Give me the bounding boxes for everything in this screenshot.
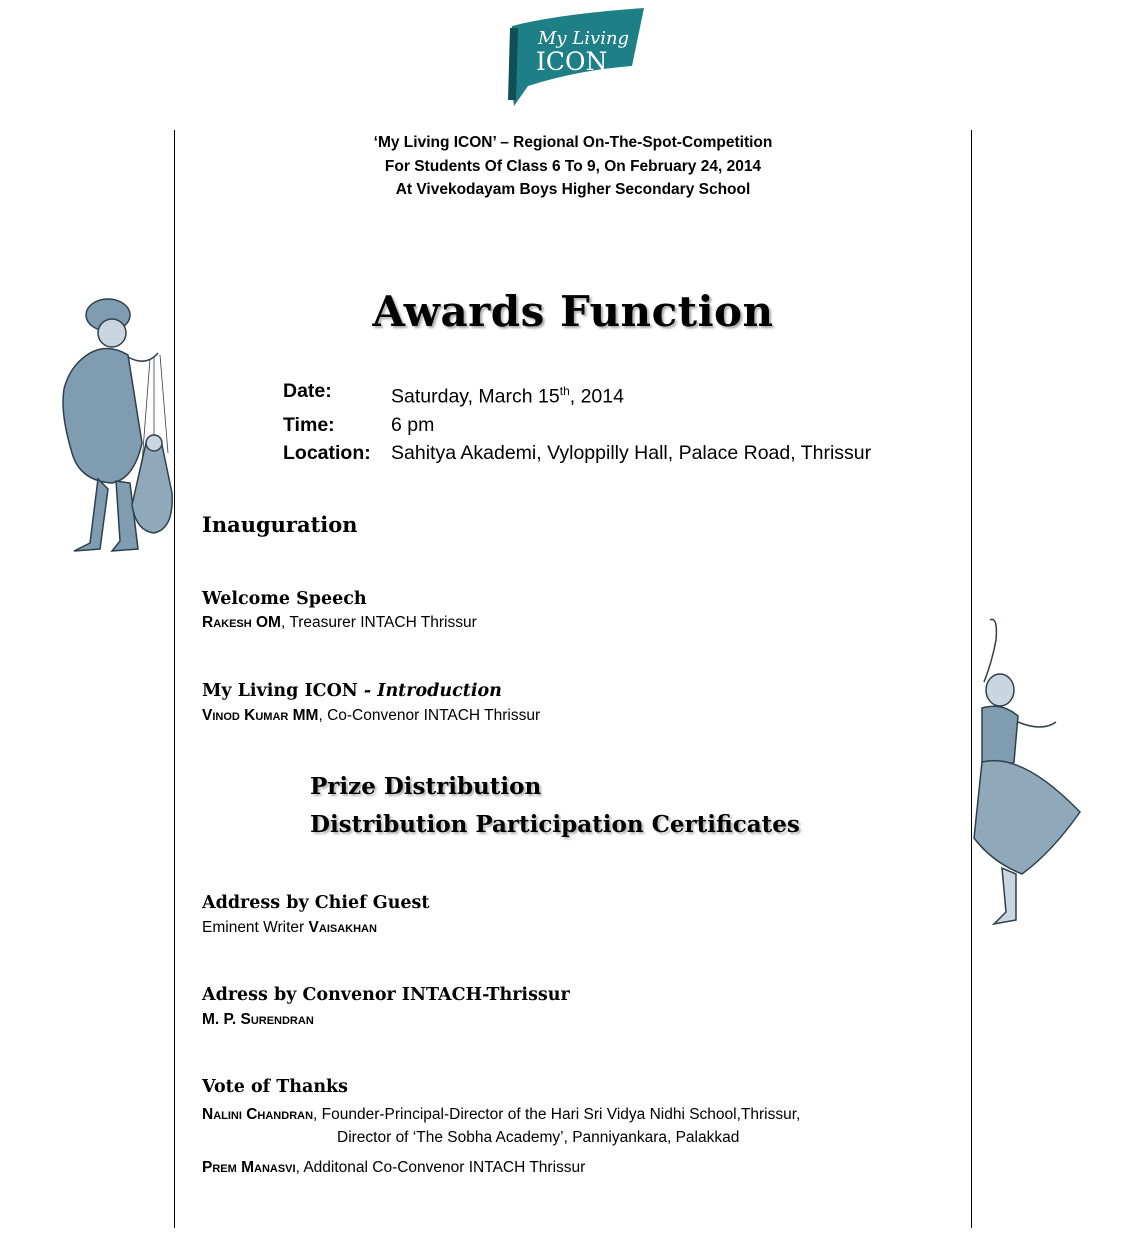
convenor-address-heading: Adress by Convenor INTACH-Thrissur bbox=[202, 985, 570, 1005]
welcome-speech-heading: Welcome Speech bbox=[202, 589, 367, 609]
page-title: Awards Function bbox=[372, 287, 774, 336]
time-value: 6 pm bbox=[391, 413, 435, 436]
convenor-name: M. P. Surendran bbox=[202, 1011, 314, 1028]
dancer-illustration bbox=[972, 612, 1084, 934]
prize-distribution-heading: Prize Distribution bbox=[310, 773, 542, 800]
welcome-speaker: Rakesh OM, Treasurer INTACH Thrissur bbox=[202, 614, 477, 631]
thanks-speaker-2: Prem Manasvi, Additonal Co-Convenor INTACH Thrissur bbox=[202, 1159, 586, 1176]
vote-of-thanks-heading: Vote of Thanks bbox=[202, 1077, 349, 1097]
date-label: Date: bbox=[283, 380, 332, 402]
time-label: Time: bbox=[283, 413, 335, 436]
introduction-speaker: Vinod Kumar MM, Co-Convenor INTACH Thrissur bbox=[202, 707, 541, 724]
event-details bbox=[283, 377, 871, 467]
header-line-3: At Vivekodayam Boys Higher Secondary School bbox=[395, 181, 751, 198]
participation-certificates-heading: Distribution Participation Certificates bbox=[310, 811, 800, 838]
chief-guest-name: Eminent Writer Vaisakhan bbox=[202, 919, 377, 936]
thanks-speaker-1: Nalini Chandran, Founder-Principal-Director of the Hari Sri Vidya Nidhi School,Thrissur, Director of ‘The Sobha Academy’, Panniyankara, Palakkad bbox=[202, 1106, 801, 1146]
location-label: Location: bbox=[283, 441, 371, 464]
logo-line2: ICON bbox=[536, 47, 608, 76]
location-value: Sahitya Akademi, Vyloppilly Hall, Palace Road, Thrissur bbox=[391, 441, 872, 464]
header-line-1: ‘My Living ICON’ – Regional On-The-Spot-Competition bbox=[373, 134, 773, 151]
introduction-heading: My Living ICON - Introduction bbox=[202, 681, 502, 701]
header-line-2: For Students Of Class 6 To 9, On February 24, 2014 bbox=[384, 157, 762, 175]
puppeteer-illustration bbox=[50, 293, 175, 565]
my-living-icon-logo bbox=[498, 8, 648, 106]
chief-guest-heading: Address by Chief Guest bbox=[202, 893, 430, 913]
event-header bbox=[175, 131, 971, 202]
inauguration-heading: Inauguration bbox=[202, 512, 358, 537]
date-value: Saturday, March 15th, 2014 bbox=[391, 384, 624, 408]
logo-line1: My Living bbox=[538, 28, 630, 49]
